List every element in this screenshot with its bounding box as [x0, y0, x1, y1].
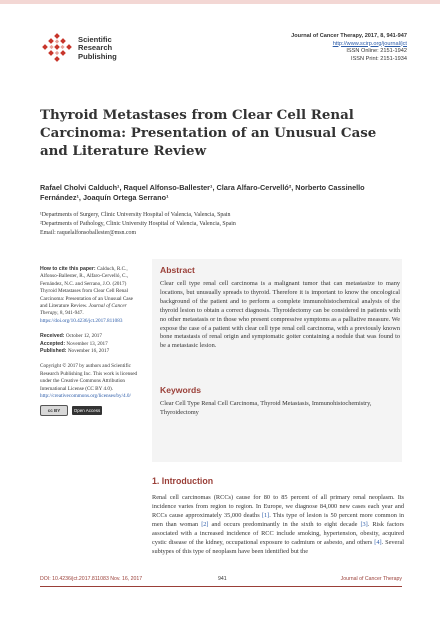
accepted-date: November 13, 2017 — [65, 340, 108, 347]
cite-journal: Journal of Cancer Therapy — [40, 303, 127, 317]
article-title: Thyroid Metastases from Clear Cell Renal Carcinoma: Presentation of an Unusual Case and Literature Review — [40, 107, 377, 159]
introduction-heading: 1. Introduction — [152, 476, 214, 486]
top-band — [0, 0, 440, 4]
affiliation-2: ²Departments of Pathology, Clinic University Hospital of Valencia, Valencia, Spain — [40, 221, 236, 228]
copyright-text: Copyright © 2017 by authors and Scientific Research Publishing Inc. This work is licensed under the Creative Commons Attribution International License (CC BY 4.0). — [40, 363, 138, 392]
keywords-heading: Keywords — [160, 385, 202, 395]
intro-text-part: . Risk factors associated with a increased incidence of RCC include smoking, hypertension, obesity, acquired cystic disease of the kidney, occupational exposure to cadmium or asbesto, and others — [152, 521, 405, 546]
cite-doi-link[interactable]: https://doi.org/10.4236/jct.2017.811083 — [40, 317, 123, 324]
journal-url-link[interactable]: http://www.scirp.org/journal/jct — [332, 40, 407, 47]
dates-block — [40, 333, 140, 355]
cite-label: How to cite this paper: — [40, 266, 96, 272]
license-link[interactable]: http://creativecommons.org/licenses/by/4.0/ — [40, 393, 131, 400]
intro-text-part: and occurs predominantly in the sixth to eight decade — [208, 521, 361, 528]
license-badges — [40, 405, 140, 415]
abstract-heading: Abstract — [160, 265, 195, 275]
article-sidebar — [40, 266, 140, 423]
publisher-name: Scientific Research Publishing — [78, 35, 117, 61]
published-date: November 16, 2017 — [66, 348, 110, 355]
issn-print: ISSN Print: 2151-1934 — [351, 55, 407, 62]
footer-journal: Journal of Cancer Therapy — [340, 576, 402, 582]
page-number: 941 — [218, 576, 227, 582]
cc-by-badge-icon[interactable]: cc BY — [40, 405, 68, 416]
publisher-logo-icon — [40, 33, 74, 67]
reference-link[interactable]: [3] — [360, 521, 368, 528]
journal-citation-line: Journal of Cancer Therapy, 2017, 8, 941-947 — [291, 33, 407, 39]
page-footer — [40, 575, 402, 584]
intro-text-part: . This type of lesion is 50 percent more common in men than woman — [152, 512, 404, 528]
affiliations — [40, 211, 400, 239]
footer-divider — [40, 586, 402, 587]
received-date: October 12, 2017 — [64, 333, 102, 340]
footer-doi: DOI: 10.4236/jct.2017.811083 Nov. 16, 2017 — [40, 576, 143, 582]
reference-link[interactable]: [2] — [201, 521, 209, 528]
reference-link[interactable]: [4] — [374, 539, 382, 546]
accepted-label: Accepted: — [40, 340, 66, 347]
reference-link[interactable]: [1] — [261, 512, 270, 519]
open-access-badge: Open Access — [73, 407, 101, 413]
abstract-text: Clear cell type renal cell carcinoma is a malignant tumor that can metastasize to many locations, but unusually spreads to thyroid. Therefore it is important to know the oncological background of the patient and to perform a complete immunohistochemical analysis of the thyroid lesion to obtain a correct diagnosis. Thyroidectomy can be considered in patients with no other metastasis or in those who present compressive symptoms as a palliative measure. We expose the case of a patient with clear cell type renal cell carcinoma, with a previously known bone metastasis of renal origin and symptomatic goiter containing a nodule that was found to be a metastasic lesion. — [160, 280, 400, 350]
publisher-logo[interactable] — [40, 33, 160, 67]
journal-info — [291, 33, 407, 63]
published-label: Published: — [40, 348, 67, 355]
corresponding-email: Email: raquelalfonsoballester@msn.com — [40, 230, 137, 237]
author-list: Rafael Cholvi Calduch¹, Raquel Alfonso-Ballester¹, Clara Alfaro-Cervelló², Norberto Cassinello Fernández¹, Joaquín Ortega Serrano¹ — [40, 183, 365, 203]
intro-text-part: Renal cell carcinomas (RCCs) cause for 80 to 85 percent of all primary renal neoplasm. Its incidence varies from region to region. In Europe, we diagnose 84,000 new cases each year and RCCs cause approximately 35,000 deaths — [152, 494, 404, 519]
keywords-text: Clear Cell Type Renal Cell Carcinoma, Thyroid Metastasis, Immunohistochemistry, Thyroidectomy — [160, 400, 372, 416]
received-label: Received: — [40, 333, 65, 340]
cite-text: Calduch, R.C., Alfonso-Ballester, R., Alfaro-Cervelló, C., Fernández, N.C. and Serrano, J.O. (2017) Thyroid Metastases from Clear Cell Renal Carcinoma: Presentation of an Unusual Case and Literature Review. — [40, 266, 133, 310]
citation-block — [40, 266, 140, 325]
intro-text-part: . Several subtypes of this type of neoplasm have been identified but the — [152, 539, 404, 555]
introduction-text — [152, 493, 404, 556]
issn-online: ISSN Online: 2151-1942 — [346, 48, 407, 55]
copyright-block — [40, 363, 140, 414]
affiliation-1: ¹Departments of Surgery, Clinic University Hospital of Valencia, Valencia, Spain — [40, 212, 231, 218]
cite-volume: , 8, 941-947. — [57, 310, 84, 317]
abstract-box — [152, 259, 402, 462]
